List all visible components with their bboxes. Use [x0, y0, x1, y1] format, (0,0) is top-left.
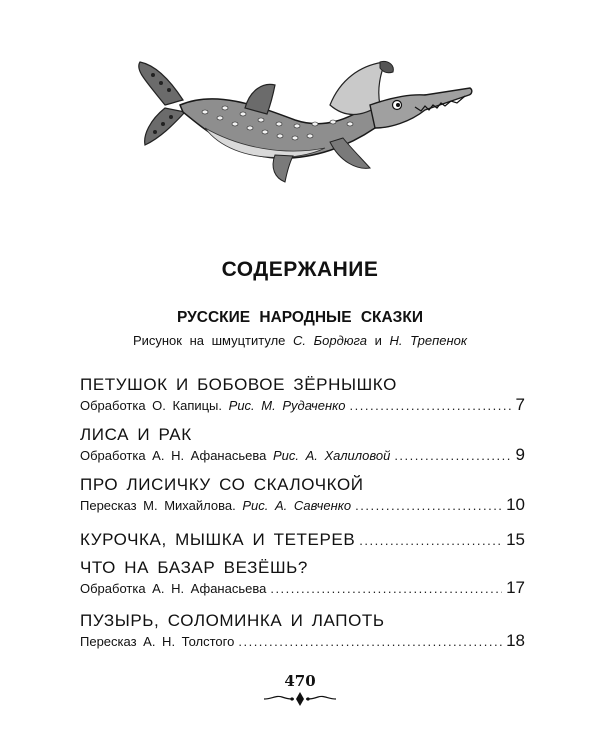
- toc-entry-title[interactable]: КУРОЧКА, МЫШКА И ТЕТЕРЕВ: [80, 530, 356, 549]
- toc-entry[interactable]: [80, 611, 525, 651]
- toc-entry-title[interactable]: ЛИСА И РАК: [80, 425, 192, 444]
- toc-entry-title[interactable]: ПЕТУШОК И БОБОВОЕ ЗЁРНЫШКО: [80, 375, 397, 394]
- pike-illustration: [125, 50, 475, 200]
- toc-entry-title[interactable]: ЧТО НА БАЗАР ВЕЗЁШЬ?: [80, 558, 308, 577]
- section-credit-prefix: Рисунок на шмуцтитуле: [132, 333, 286, 348]
- toc-entry[interactable]: [80, 530, 525, 550]
- toc-entry-title[interactable]: ПУЗЫРЬ, СОЛОМИНКА И ЛАПОТЬ: [80, 611, 385, 630]
- toc-entry-page[interactable]: 7: [515, 395, 525, 414]
- toc-entry-credit: Обработка А. Н. Афанасьева: [80, 581, 267, 596]
- toc-entry[interactable]: [80, 558, 525, 598]
- section-artist-one: С. Бордюга: [293, 333, 368, 348]
- toc-entry-credit: Обработка А. Н. Афанасьева Рис. А. Халиловой: [80, 448, 391, 463]
- dot-leader: [350, 398, 512, 413]
- section-artist-two: Н. Трепенок: [389, 333, 468, 348]
- contents-title: СОДЕРЖАНИЕ: [221, 258, 379, 281]
- toc-entry[interactable]: [80, 425, 525, 465]
- toc-entry-credit: Пересказ А. Н. Толстого: [80, 634, 235, 649]
- toc-entry-page[interactable]: 9: [515, 445, 525, 464]
- toc-entry-title[interactable]: ПРО ЛИСИЧКУ СО СКАЛОЧКОЙ: [80, 475, 364, 494]
- toc-entry[interactable]: [80, 375, 525, 415]
- dot-leader: [394, 448, 511, 463]
- toc-entry-page[interactable]: 10: [506, 495, 525, 514]
- toc-entry-page[interactable]: 17: [506, 578, 525, 597]
- dot-leader: [238, 634, 502, 649]
- dot-leader: [355, 498, 502, 513]
- toc-entry-page[interactable]: 18: [506, 631, 525, 650]
- section-conjunction: и: [374, 333, 382, 348]
- page-number: 470: [284, 672, 316, 690]
- dot-leader: [270, 581, 502, 596]
- toc-entry-illustrator: Рис. А. Савченко: [242, 498, 352, 513]
- toc-entry-page[interactable]: 15: [506, 530, 525, 549]
- toc-entry-credit: Пересказ М. Михайлова. Рис. А. Савченко: [80, 498, 352, 513]
- dot-leader: [359, 533, 502, 548]
- toc-entry-illustrator: Рис. А. Халиловой: [272, 448, 391, 463]
- toc-entry-illustrator: Рис. М. Рудаченко: [228, 398, 346, 413]
- section-title: РУССКИЕ НАРОДНЫЕ СКАЗКИ: [177, 309, 423, 326]
- toc-entry-credit: Обработка О. Капицы. Рис. М. Рудаченко: [80, 398, 346, 413]
- toc-entry[interactable]: [80, 475, 525, 515]
- section-credit: [0, 333, 600, 348]
- decorative-ornament-icon: [262, 690, 338, 708]
